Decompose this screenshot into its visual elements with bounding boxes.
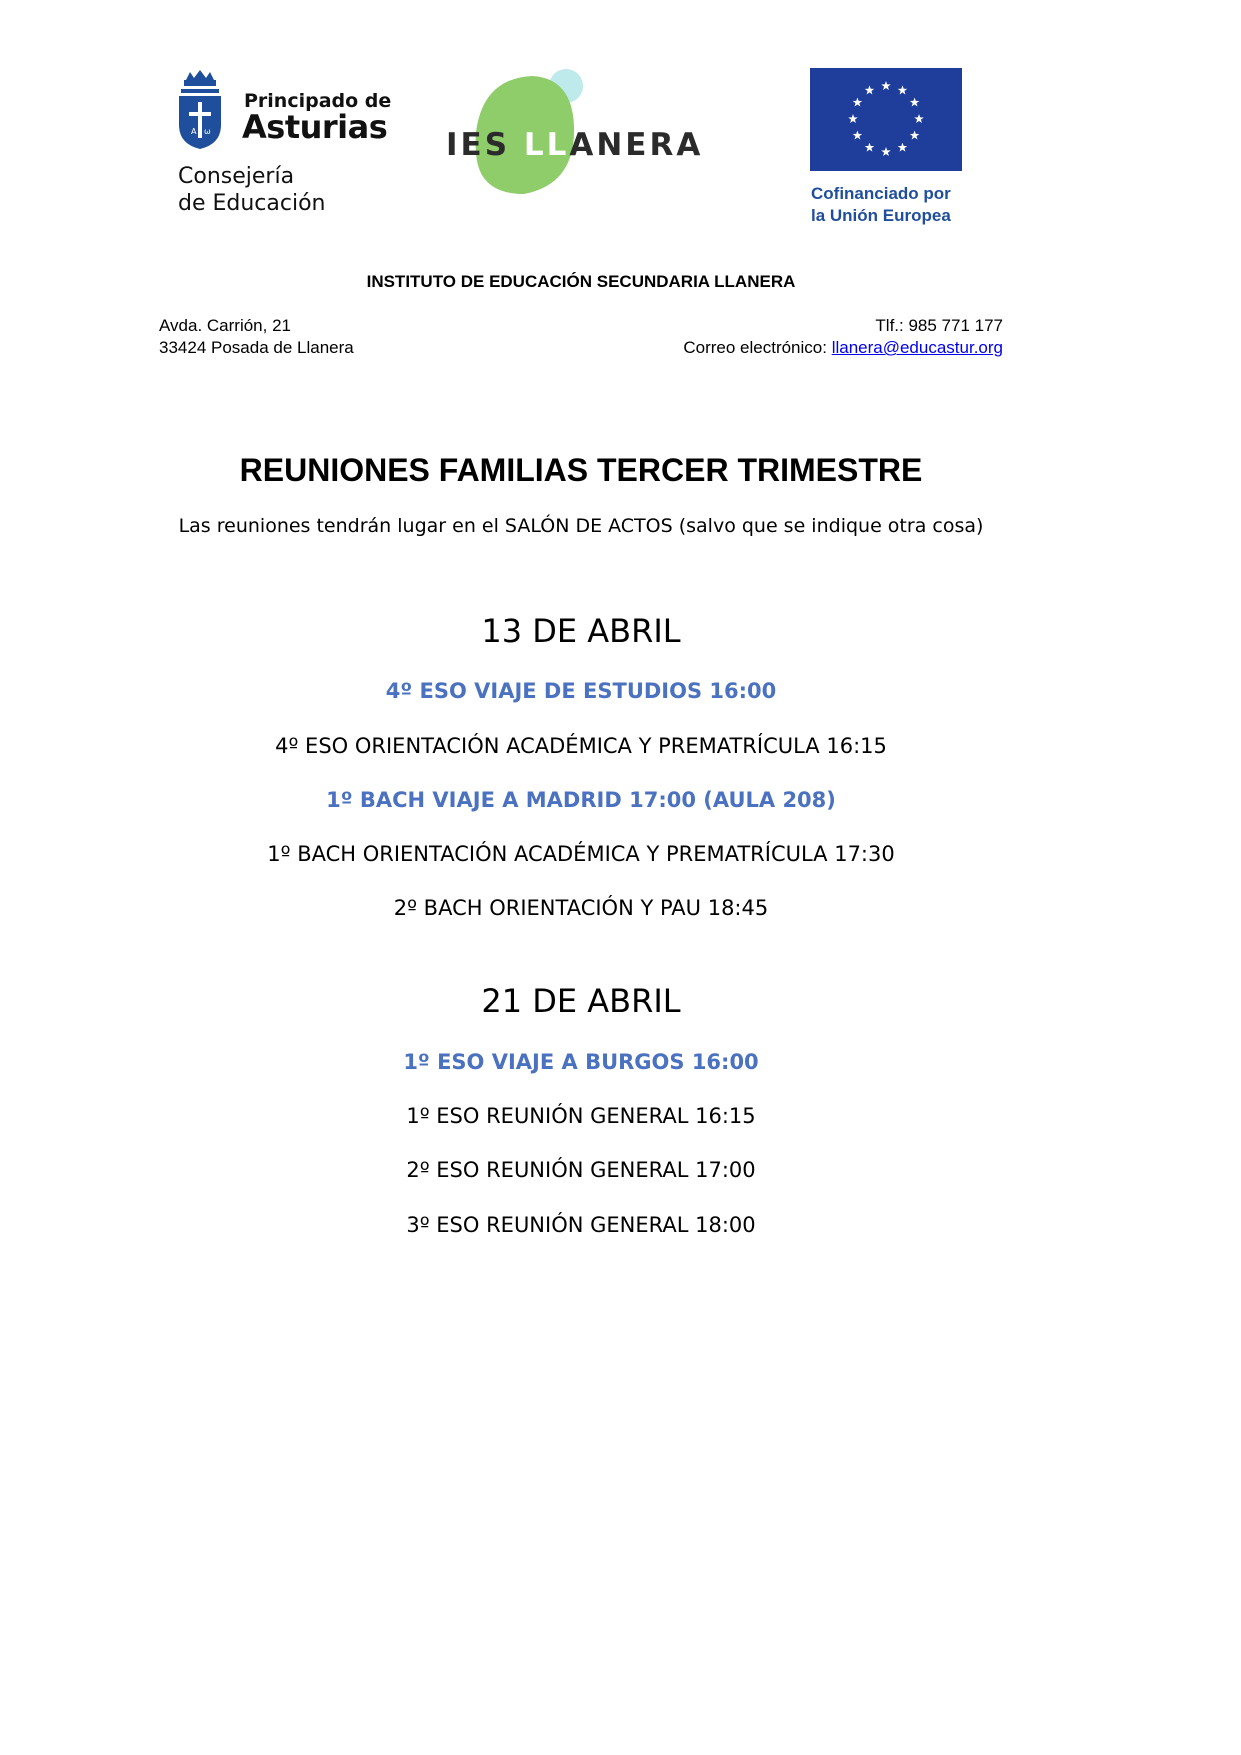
email-link[interactable]: llanera@educastur.org — [831, 338, 1003, 357]
department-line1: Consejería — [178, 164, 295, 189]
eu-flag-icon — [810, 68, 962, 171]
department-line2: de Educación — [178, 191, 326, 216]
asturias-logo-line1: Principado de — [244, 90, 392, 112]
meeting-item: 2º BACH ORIENTACIÓN Y PAU 18:45 — [393, 896, 769, 920]
address-city: 33424 Posada de Llanera — [159, 338, 354, 357]
svg-text:A: A — [191, 127, 197, 136]
meeting-item: 1º ESO VIAJE A BURGOS 16:00 — [403, 1050, 759, 1074]
svg-text:ω: ω — [204, 127, 211, 136]
meeting-item: 4º ESO VIAJE DE ESTUDIOS 16:00 — [385, 679, 777, 703]
asturias-logo-line2: Asturias — [242, 108, 388, 146]
address-street: Avda. Carrión, 21 — [159, 316, 291, 335]
eu-cofinanced-line1: Cofinanciado por — [811, 184, 951, 203]
email-label: Correo electrónico: — [683, 338, 832, 357]
meeting-item: 1º BACH VIAJE A MADRID 17:00 (AULA 208) — [326, 788, 836, 812]
page-title: REUNIONES FAMILIAS TERCER TRIMESTRE — [239, 452, 923, 488]
asturias-shield-icon — [176, 70, 224, 150]
meeting-date: 21 DE ABRIL — [481, 982, 681, 1020]
page-subtitle: Las reuniones tendrán lugar en el SALÓN DE ACTOS (salvo que se indique otra cosa) — [178, 515, 984, 537]
phone-number: Tlf.: 985 771 177 — [875, 316, 1003, 335]
email-line — [683, 338, 1003, 358]
meeting-item: 1º ESO REUNIÓN GENERAL 16:15 — [406, 1104, 756, 1128]
ies-llanera-logo-text: IES LLANERA — [446, 127, 704, 163]
institute-name: INSTITUTO DE EDUCACIÓN SECUNDARIA LLANERA — [366, 272, 796, 291]
eu-cofinanced-line2: la Unión Europea — [811, 206, 951, 225]
meeting-item: 1º BACH ORIENTACIÓN ACADÉMICA Y PREMATRÍCULA 17:30 — [267, 842, 895, 866]
meeting-item: 2º ESO REUNIÓN GENERAL 17:00 — [406, 1158, 756, 1182]
meeting-date: 13 DE ABRIL — [481, 612, 681, 650]
meeting-item: 3º ESO REUNIÓN GENERAL 18:00 — [406, 1213, 756, 1237]
meeting-item: 4º ESO ORIENTACIÓN ACADÉMICA Y PREMATRÍCULA 16:15 — [275, 734, 887, 758]
